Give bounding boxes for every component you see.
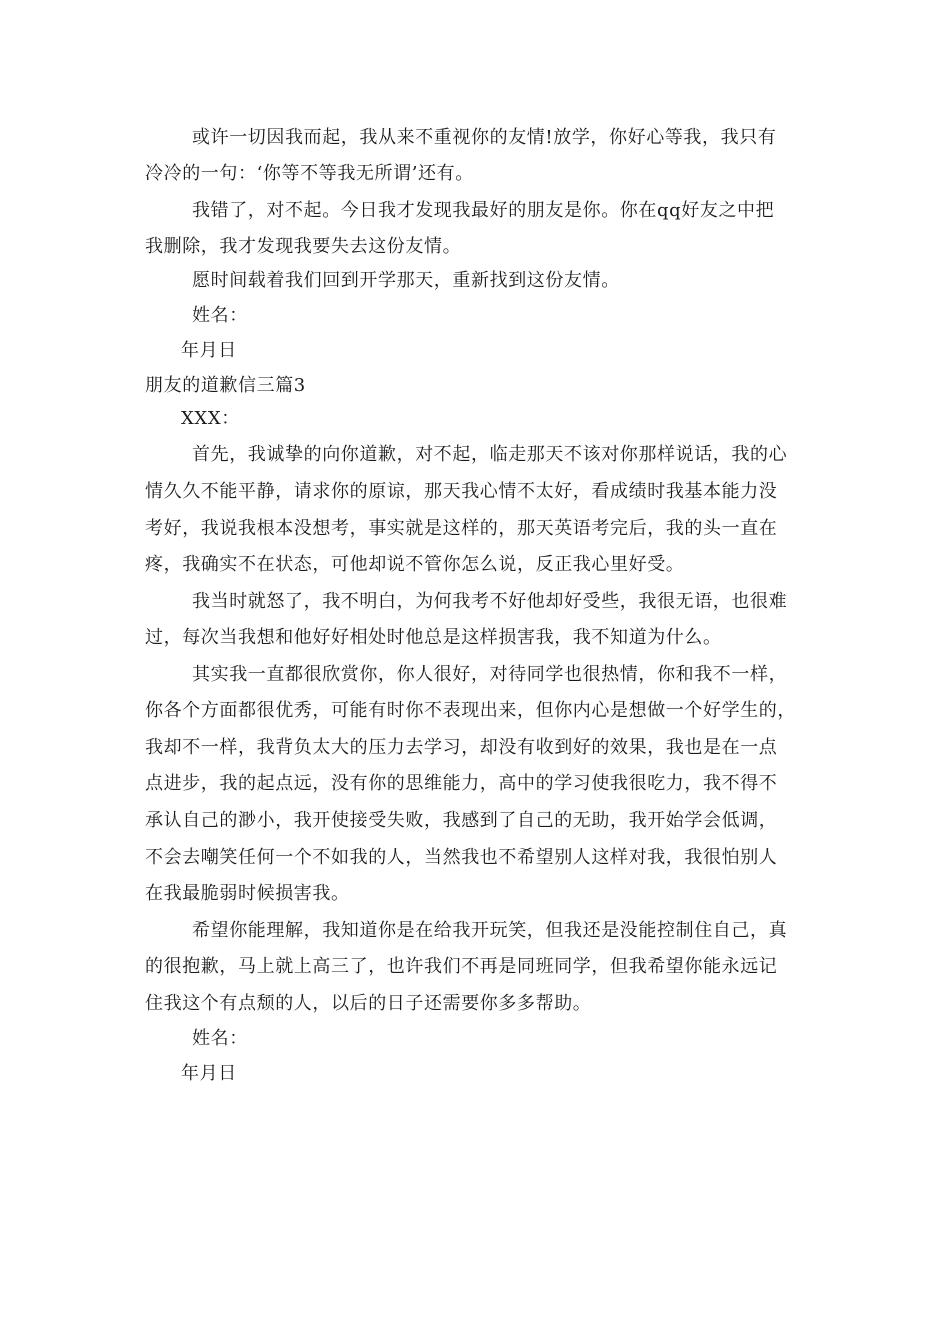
paragraph-line: 过，每次当我想和他好好相处时他总是这样损害我，我不知道为什么。 xyxy=(145,627,722,648)
paragraph-line: 我删除，我才发现我要失去这份友情。 xyxy=(145,236,462,257)
paragraph-line: 考好，我说我根本没想考，事实就是这样的，那天英语考完后，我的头一直在 xyxy=(145,518,778,539)
paragraph-line: 我错了，对不起。今日我才发现我最好的朋友是你。你在qq好友之中把 xyxy=(192,200,775,221)
paragraph-line: 或许一切因我而起，我从来不重视你的友情!放学，你好心等我，我只有 xyxy=(192,127,777,148)
letter-salutation: XXX： xyxy=(181,408,240,429)
paragraph-line: 首先，我诚挚的向你道歉，对不起，临走那天不该对你那样说话，我的心 xyxy=(192,444,788,465)
signature-date-label: 年月日 xyxy=(181,1063,237,1084)
paragraph-line: 的很抱歉，马上就上高三了，也许我们不再是同班同学，但我希望你能永远记 xyxy=(145,956,778,977)
letter-title: 朋友的道歉信三篇3 xyxy=(145,375,306,396)
paragraph-line: 在我最脆弱时候损害我。 xyxy=(145,883,350,904)
paragraph-line: 承认自己的渺小，我开使接受失败，我感到了自己的无助，我开始学会低调， xyxy=(145,810,778,831)
paragraph-line: 你各个方面都很优秀，可能有时你不表现出来，但你内心是想做一个好学生的， xyxy=(145,700,796,721)
paragraph-line: 我当时就怒了，我不明白，为何我考不好他却好受些，我很无语，也很难 xyxy=(192,591,788,612)
paragraph-line: 希望你能理解，我知道你是在给我开玩笑，但我还是没能控制住自己，真 xyxy=(192,920,788,941)
paragraph-line: 点进步，我的起点远，没有你的思维能力，高中的学习使我很吃力，我不得不 xyxy=(145,773,778,794)
signature-name-label: 姓名： xyxy=(192,305,248,326)
signature-date-label: 年月日 xyxy=(181,340,237,361)
paragraph-line: 冷冷的一句：‘你等不等我无所谓’还有。 xyxy=(145,163,474,184)
paragraph-line: 住我这个有点颓的人，以后的日子还需要你多多帮助。 xyxy=(145,993,592,1014)
paragraph-line: 愿时间载着我们回到开学那天，重新找到这份友情。 xyxy=(192,270,620,291)
paragraph-line: 不会去嘲笑任何一个不如我的人，当然我也不希望别人这样对我，我很怕别人 xyxy=(145,847,778,868)
paragraph-line: 其实我一直都很欣赏你，你人很好，对待同学也很热情，你和我不一样， xyxy=(192,664,788,685)
paragraph-line: 疼，我确实不在状态，可他却说不管你怎么说，反正我心里好受。 xyxy=(145,554,685,575)
paragraph-line: 我却不一样，我背负太大的压力去学习，却没有收到好的效果，我也是在一点 xyxy=(145,737,778,758)
signature-name-label: 姓名： xyxy=(192,1028,248,1049)
paragraph-line: 情久久不能平静，请求你的原谅，那天我心情不太好，看成绩时我基本能力没 xyxy=(145,481,778,502)
